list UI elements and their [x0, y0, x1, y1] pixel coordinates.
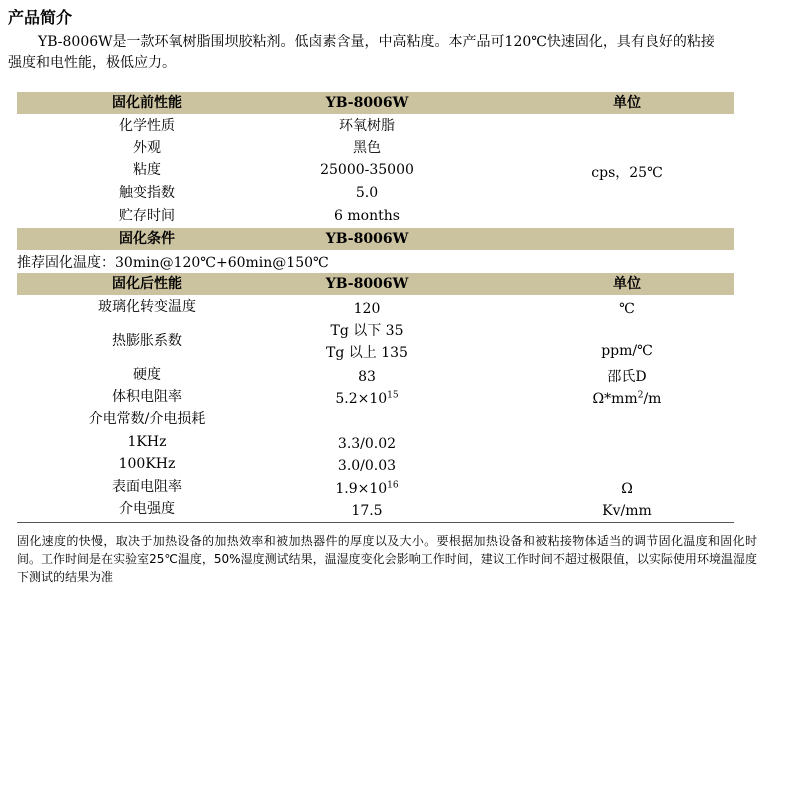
freq-100khz: 100KHz: [118, 456, 176, 472]
pre-cure-header-product: YB-8006W: [325, 95, 409, 111]
value-chemical-nature: 环氧树脂: [339, 118, 395, 134]
value-surface-resistivity-mantissa: 1.9×10: [335, 481, 388, 497]
unit-viscosity: cps，25℃: [591, 165, 663, 181]
prop-viscosity: 粘度: [133, 162, 161, 178]
value-storage-time: 6 months: [334, 208, 400, 224]
value-dielectric-1khz: 3.3/0.02: [337, 436, 397, 452]
recommended-cure-temperature: 推荐固化温度：30min@120℃+60min@150℃: [17, 255, 329, 271]
prop-appearance: 外观: [133, 140, 161, 156]
prop-volume-resistivity: 体积电阻率: [112, 389, 182, 405]
prop-dielectric-strength: 介电强度: [119, 501, 175, 517]
post-cure-header-product: YB-8006W: [325, 276, 409, 292]
value-dielectric-100khz: 3.0/0.03: [337, 458, 397, 474]
unit-volume-resistivity: [527, 388, 727, 410]
prop-hardness: 硬度: [133, 367, 161, 383]
post-cure-header: [17, 273, 734, 295]
unit-dielectric-strength: Kv/mm: [602, 503, 652, 519]
cure-conditions-header: [17, 228, 734, 250]
value-surface-resistivity: [277, 478, 457, 500]
prop-chemical-nature: 化学性质: [119, 118, 175, 134]
unit-volume-resistivity-exponent: 2: [637, 390, 644, 401]
curing-note: 固化速度的快慢，取决于加热设备的加热效率和被加热器件的厚度以及大小。要根据加热设备和被粘接物体适当的调节固化温度和固化时间。工作时间是在实验室25℃温度，50%湿度测试结果，温湿度变化会影响工作时间，建议工作时间不超过极限值，以实际使用环境温湿度下测试的结果为准: [17, 534, 757, 584]
cure-conditions-header-product: YB-8006W: [325, 231, 409, 247]
prop-storage-time: 贮存时间: [119, 208, 175, 224]
table-bottom-rule: [17, 522, 734, 523]
unit-thermal-expansion: ppm/℃: [601, 343, 653, 359]
prop-glass-transition: 玻璃化转变温度: [98, 299, 196, 315]
value-thixotropic-index: 5.0: [355, 185, 379, 201]
value-volume-resistivity-mantissa: 5.2×10: [335, 391, 388, 407]
unit-glass-transition: ℃: [619, 301, 635, 317]
value-dielectric-strength: 17.5: [351, 503, 383, 519]
cure-conditions-header-label: 固化条件: [119, 231, 175, 247]
prop-thixotropic-index: 触变指数: [119, 185, 175, 201]
section-title: 产品简介: [8, 8, 73, 27]
unit-hardness: 邵氏D: [607, 369, 647, 385]
intro-line-2: 强度和电性能，极低应力。: [8, 55, 176, 71]
value-viscosity: 25000-35000: [320, 162, 414, 178]
post-cure-header-property: 固化后性能: [112, 276, 182, 292]
prop-dielectric: 介电常数/介电损耗: [88, 411, 206, 427]
value-hardness: 83: [358, 369, 376, 385]
value-glass-transition: 120: [353, 301, 381, 317]
unit-volume-resistivity-base: Ω*mm: [592, 391, 638, 407]
prop-surface-resistivity: 表面电阻率: [112, 479, 182, 495]
unit-surface-resistivity: Ω: [621, 481, 633, 497]
value-cte-above-tg: Tg 以上 135: [326, 345, 408, 361]
freq-1khz: 1KHz: [127, 434, 167, 450]
pre-cure-header: [17, 92, 734, 114]
prop-thermal-expansion: 热膨胀系数: [112, 333, 182, 349]
pre-cure-header-property: 固化前性能: [112, 95, 182, 111]
value-volume-resistivity-exponent: 15: [387, 390, 399, 401]
pre-cure-header-unit: 单位: [613, 95, 641, 111]
post-cure-header-unit: 单位: [613, 276, 641, 292]
value-appearance: 黑色: [353, 140, 381, 156]
value-cte-below-tg: Tg 以下 35: [330, 323, 404, 339]
intro-line-1: YB-8006W是一款环氧树脂围坝胶粘剂。低卤素含量，中高粘度。本产品可120℃快速固化，具有良好的粘接: [38, 34, 715, 50]
value-surface-resistivity-exponent: 16: [387, 480, 399, 491]
unit-volume-resistivity-tail: /m: [643, 391, 662, 407]
value-volume-resistivity: [277, 388, 457, 410]
